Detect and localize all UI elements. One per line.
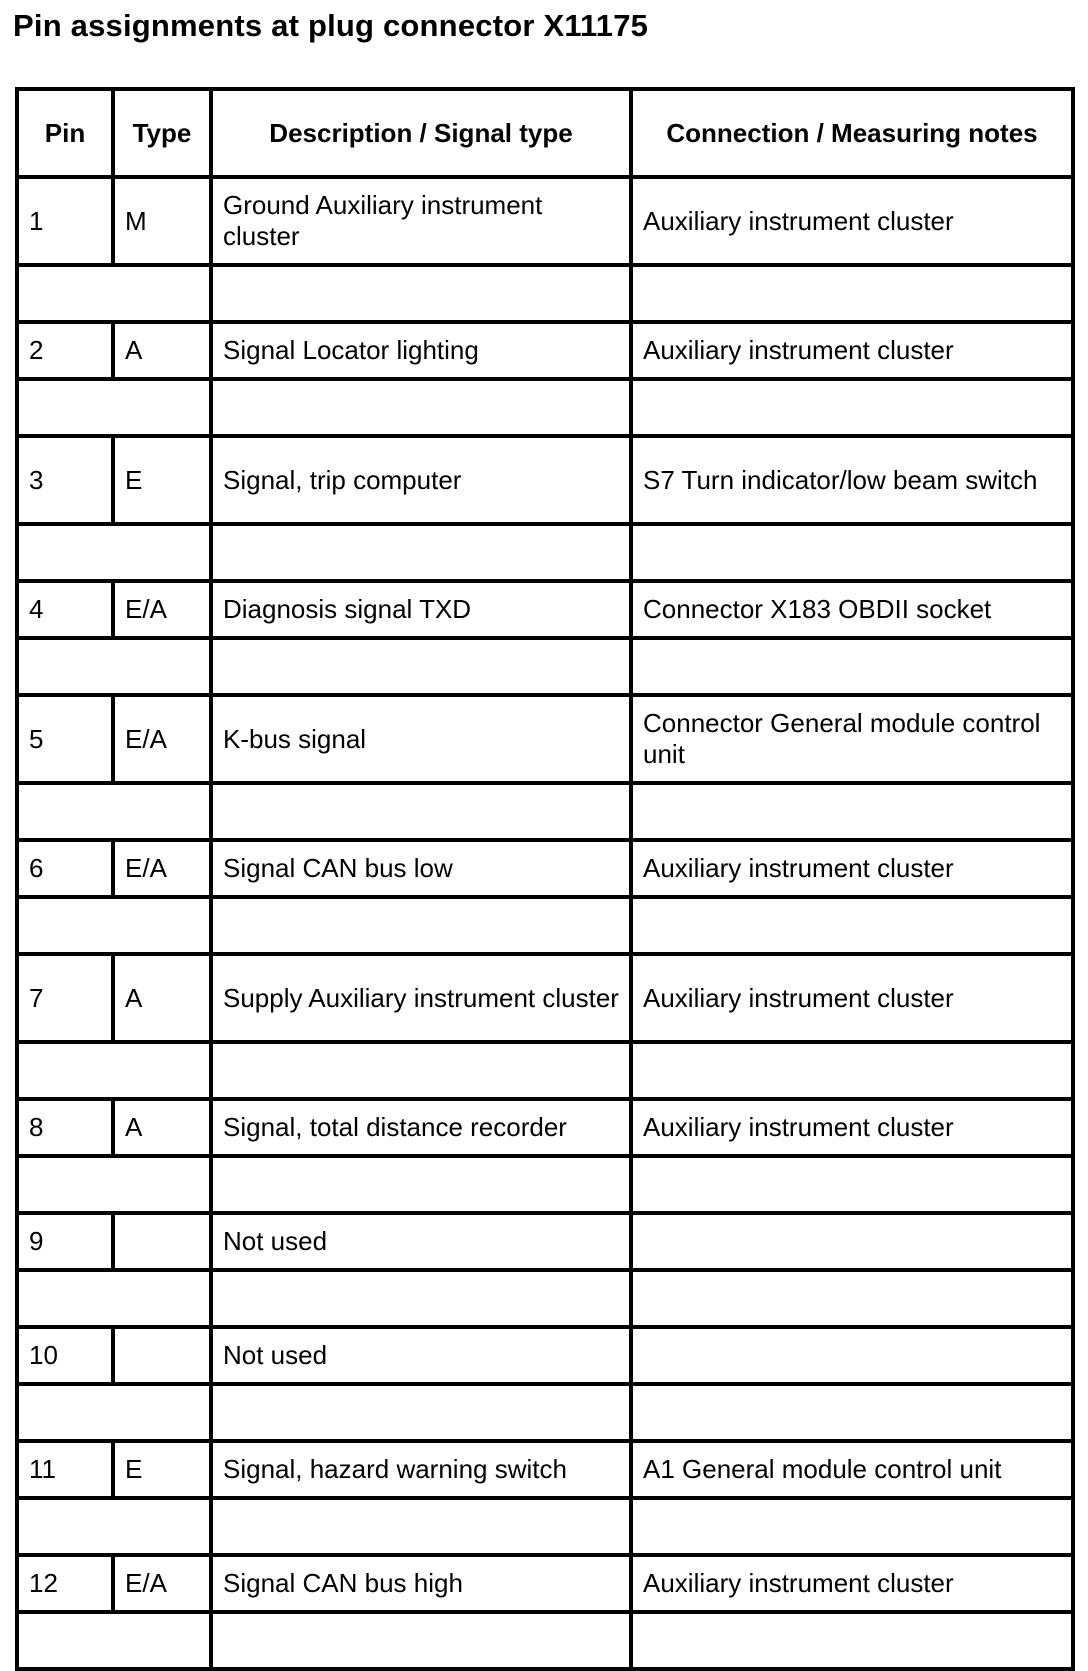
connection-cell: Auxiliary instrument cluster (631, 1555, 1073, 1612)
spacer-cell (17, 783, 211, 840)
table-row (17, 954, 1073, 1042)
type-cell: E/A (113, 840, 211, 897)
pin-cell: 4 (17, 581, 113, 638)
connection-cell (631, 1213, 1073, 1270)
spacer-cell (631, 379, 1073, 436)
type-cell: A (113, 1099, 211, 1156)
spacer-cell (17, 1042, 211, 1099)
table-row (17, 1327, 1073, 1384)
spacer-cell (211, 1042, 631, 1099)
page-title: Pin assignments at plug connector X11175 (13, 8, 649, 43)
spacer-cell (631, 265, 1073, 322)
spacer-cell (17, 524, 211, 581)
type-cell: E (113, 436, 211, 524)
type-cell: E/A (113, 695, 211, 783)
pin-cell: 2 (17, 322, 113, 379)
table-row (17, 1099, 1073, 1156)
connection-cell: Connector General module control unit (631, 695, 1073, 783)
pin-cell: 1 (17, 177, 113, 265)
spacer-cell (211, 524, 631, 581)
connection-cell: Auxiliary instrument cluster (631, 1099, 1073, 1156)
spacer-cell (211, 1156, 631, 1213)
spacer-cell (211, 1612, 631, 1669)
spacer-cell (631, 1612, 1073, 1669)
pin-cell: 11 (17, 1441, 113, 1498)
type-cell (113, 1327, 211, 1384)
spacer-cell (211, 638, 631, 695)
table-row (17, 177, 1073, 265)
connection-cell: Auxiliary instrument cluster (631, 322, 1073, 379)
spacer-cell (211, 265, 631, 322)
connection-cell: A1 General module control unit (631, 1441, 1073, 1498)
spacer-cell (211, 1384, 631, 1441)
connection-cell: Auxiliary instrument cluster (631, 840, 1073, 897)
table-row (17, 581, 1073, 638)
spacer-row (17, 1156, 1073, 1213)
spacer-cell (631, 1270, 1073, 1327)
table-row (17, 840, 1073, 897)
spacer-cell (631, 524, 1073, 581)
description-cell: Not used (211, 1213, 631, 1270)
spacer-row (17, 1042, 1073, 1099)
spacer-cell (211, 897, 631, 954)
pin-cell: 9 (17, 1213, 113, 1270)
table-row (17, 1213, 1073, 1270)
type-cell: E (113, 1441, 211, 1498)
spacer-cell (631, 1042, 1073, 1099)
description-cell: Signal CAN bus high (211, 1555, 631, 1612)
connection-cell: Connector X183 OBDII socket (631, 581, 1073, 638)
description-cell: Signal, trip computer (211, 436, 631, 524)
pin-cell: 6 (17, 840, 113, 897)
spacer-row (17, 524, 1073, 581)
spacer-cell (211, 783, 631, 840)
type-cell: E/A (113, 1555, 211, 1612)
spacer-cell (17, 1498, 211, 1555)
spacer-row (17, 638, 1073, 695)
type-cell: A (113, 954, 211, 1042)
spacer-cell (631, 1384, 1073, 1441)
header-description: Description / Signal type (211, 89, 631, 177)
table-row (17, 322, 1073, 379)
type-cell: E/A (113, 581, 211, 638)
table-row (17, 1555, 1073, 1612)
description-cell: Diagnosis signal TXD (211, 581, 631, 638)
spacer-cell (631, 638, 1073, 695)
spacer-row (17, 265, 1073, 322)
description-cell: Signal, hazard warning switch (211, 1441, 631, 1498)
spacer-cell (17, 1270, 211, 1327)
table-header-row (17, 89, 1073, 177)
connection-cell: Auxiliary instrument cluster (631, 954, 1073, 1042)
pin-cell: 7 (17, 954, 113, 1042)
description-cell: K-bus signal (211, 695, 631, 783)
header-pin: Pin (17, 89, 113, 177)
spacer-row (17, 379, 1073, 436)
spacer-cell (17, 1384, 211, 1441)
pin-cell: 3 (17, 436, 113, 524)
spacer-row (17, 783, 1073, 840)
pin-cell: 12 (17, 1555, 113, 1612)
description-cell: Signal, total distance recorder (211, 1099, 631, 1156)
spacer-cell (211, 1270, 631, 1327)
pin-cell: 8 (17, 1099, 113, 1156)
spacer-row (17, 1612, 1073, 1669)
spacer-cell (211, 379, 631, 436)
description-cell: Ground Auxiliary instrument cluster (211, 177, 631, 265)
table-row (17, 1441, 1073, 1498)
pin-cell: 5 (17, 695, 113, 783)
connection-cell (631, 1327, 1073, 1384)
connection-cell: Auxiliary instrument cluster (631, 177, 1073, 265)
description-cell: Supply Auxiliary instrument cluster (211, 954, 631, 1042)
table-row (17, 695, 1073, 783)
connection-cell: S7 Turn indicator/low beam switch (631, 436, 1073, 524)
pin-cell: 10 (17, 1327, 113, 1384)
spacer-row (17, 1270, 1073, 1327)
description-cell: Signal CAN bus low (211, 840, 631, 897)
pin-assignment-table (15, 87, 1075, 1671)
spacer-cell (17, 897, 211, 954)
spacer-cell (631, 897, 1073, 954)
type-cell (113, 1213, 211, 1270)
spacer-row (17, 897, 1073, 954)
spacer-cell (631, 1156, 1073, 1213)
spacer-cell (17, 1156, 211, 1213)
type-cell: A (113, 322, 211, 379)
type-cell: M (113, 177, 211, 265)
spacer-cell (631, 783, 1073, 840)
spacer-cell (631, 1498, 1073, 1555)
spacer-row (17, 1498, 1073, 1555)
description-cell: Not used (211, 1327, 631, 1384)
description-cell: Signal Locator lighting (211, 322, 631, 379)
header-type: Type (113, 89, 211, 177)
spacer-cell (211, 1498, 631, 1555)
spacer-cell (17, 265, 211, 322)
spacer-cell (17, 379, 211, 436)
table-row (17, 436, 1073, 524)
spacer-cell (17, 1612, 211, 1669)
spacer-cell (17, 638, 211, 695)
spacer-row (17, 1384, 1073, 1441)
header-connection: Connection / Measuring notes (631, 89, 1073, 177)
